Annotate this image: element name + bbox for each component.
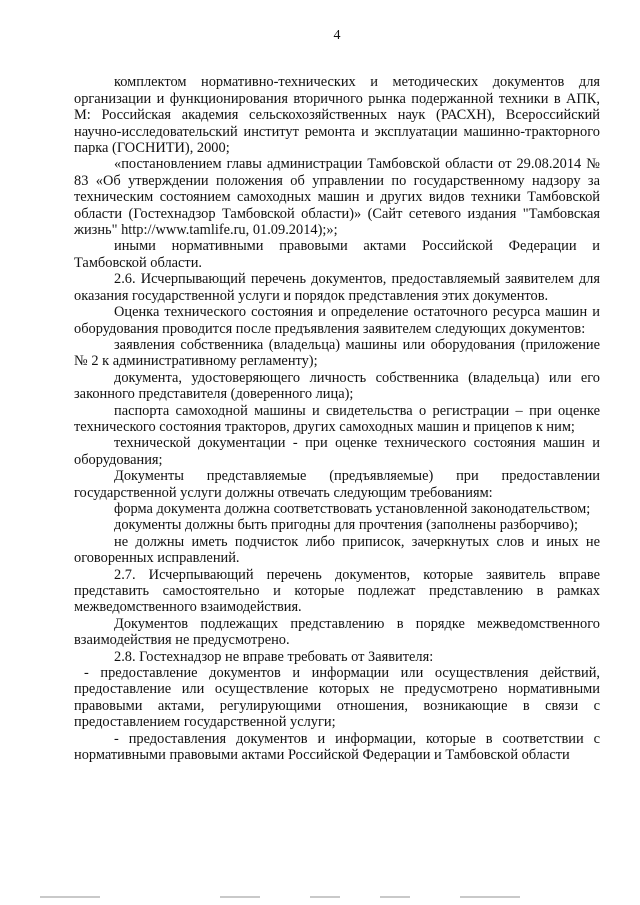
paragraph-16: 2.8. Гостехнадзор не вправе требовать от Заявителя: — [114, 648, 434, 665]
paragraph-4: 2.6. Исчерпывающий перечень документов, предоставляемый заявителем для оказания государственной услуги и порядок представления этих документов. — [74, 271, 600, 304]
paragraph-2: «постановлением главы администрации Тамбовской области от 29.08.2014 № 83 «Об утверждении положения об управлении по государственному надзору за техническим состоянием самоходных машин и других видов техники Тамбовской области (Гостехнадзор Тамбовской области)» (Сайт сетевого издания "Тамбовская жизнь" http://www.tamlife.ru, 01.09.2014);»; — [74, 156, 600, 239]
paragraph-15: Документов подлежащих представлению в порядке межведомственного взаимодействия не предусмотрено. — [74, 615, 600, 649]
paragraph-9: технической документации - при оценке технического состояния машин и оборудования; — [74, 435, 600, 468]
paragraph-3: иными нормативными правовыми актами Российской Федерации и Тамбовской области. — [74, 238, 600, 271]
page-number: 4 — [333, 28, 341, 43]
paragraph-17: - предоставление документов и информации или осуществления действий, предоставление или осуществление которых не предусмотрено нормативными правовыми актами, регулирующими отношения, возникающие в связи с предоставлением государственной услуги; — [74, 665, 600, 731]
paragraph-7: документа, удостоверяющего личность собственника (владельца) или его законного представителя (доверенного лица); — [74, 369, 600, 403]
paragraph-14: 2.7. Исчерпывающий перечень документов, которые заявитель вправе представить самостоятельно и которые подлежат представлению в рамках межведомственного взаимодействия. — [74, 566, 600, 616]
paragraph-6: заявления собственника (владельца) машины или оборудования (приложение № 2 к административному регламенту); — [74, 336, 600, 370]
paragraph-12: документы должны быть пригодны для прочтения (заполнены разборчиво); — [114, 517, 578, 534]
paragraph-1: комплектом нормативно-технических и методических документов для организации и функционирования вторичного рынка подержанной техники в АПК, М: Российская академия сельскохозяйственных наук (РАСХН), Всероссийский научно-исследовательский институт ремонта и эксплуатации машинно-тракторного парка (ГОСНИТИ), 2000; — [74, 74, 600, 157]
scan-edge-marks — [20, 896, 620, 902]
paragraph-8: паспорта самоходной машины и свидетельства о регистрации – при оценке технического состояния тракторов, других самоходных машин и прицепов к ним; — [74, 402, 600, 435]
paragraph-13: не должны иметь подчисток либо приписок, зачеркнутых слов и иных не оговоренных исправлений. — [74, 533, 600, 567]
paragraph-18: - предоставления документов и информации, которые в соответствии с нормативными правовыми актами Российской Федерации и Тамбовской области — [74, 730, 600, 764]
paragraph-5: Оценка технического состояния и определение остаточного ресурса машин и оборудования проводится после предъявления заявителем следующих документов: — [74, 304, 600, 337]
paragraph-11: форма документа должна соответствовать установленной законодательством; — [114, 500, 591, 517]
paragraph-10: Документы представляемые (предъявляемые) при предоставлении государственной услуги должны отвечать следующим требованиям: — [74, 468, 600, 501]
document-page — [74, 28, 600, 763]
